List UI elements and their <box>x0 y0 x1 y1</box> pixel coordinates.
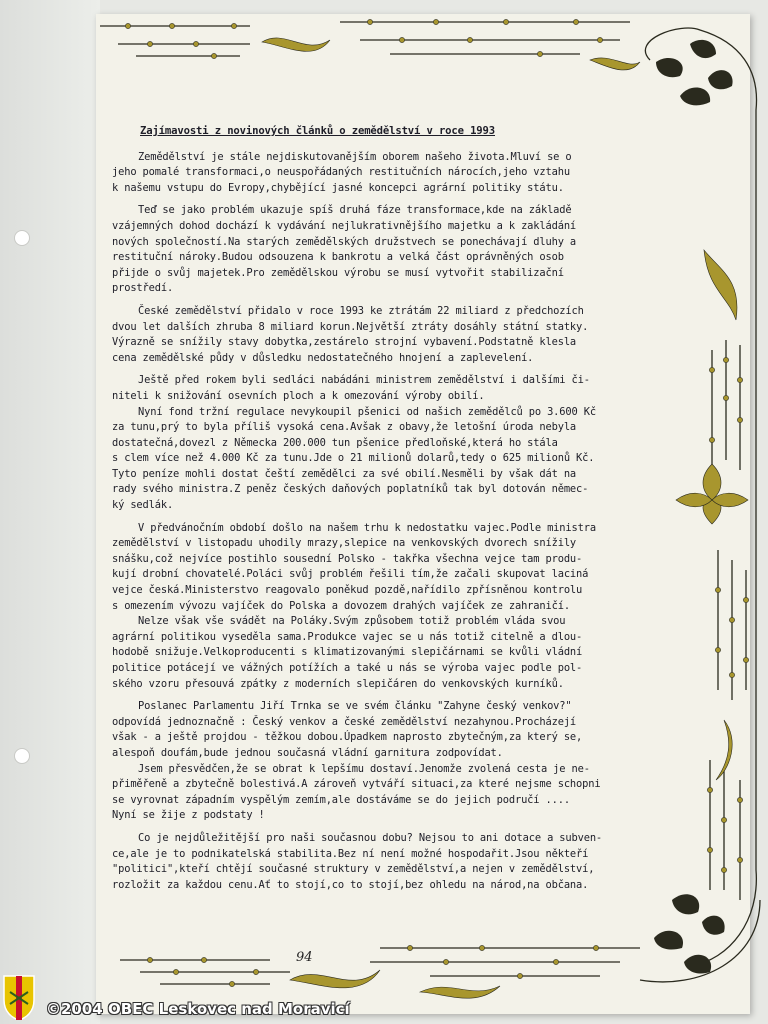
text-line: agrární politikou vyseděla sama.Produkce vajec se u nás totiž citelně a dlou- <box>112 630 583 643</box>
paragraph-gap <box>112 692 652 699</box>
text-line: Teď se jako problém ukazuje spíš druhá fáze transformace,kde na základě <box>138 204 572 217</box>
text-line: za tunu,prý to byla příliš vysoká cena.Avšak z obavy,že letošní úroda nebyla <box>112 421 577 434</box>
footer-watermark <box>0 996 768 1024</box>
text-line: ký sedlák. <box>112 499 174 512</box>
text-line: zemědělství v listopadu uhodily mrazy,slepice na venkovských dvorech snížily <box>112 537 577 550</box>
text-line: Jsem přesvědčen,že se obrat k lepšímu dostaví.Jenomže zvolená cesta je ne- <box>138 762 590 775</box>
text-line: České zemědělství přidalo v roce 1993 ke ztrátám 22 miliard z předchozích <box>138 304 584 317</box>
text-line: prostředí. <box>112 282 174 295</box>
text-line: s clem více než 4.000 Kč za tunu.Jde o 21 milionů dolarů,tedy o 625 milionů Kč. <box>112 452 595 465</box>
text-line: přiměřeně a zbytečně bolestivá.A zároveň vytváří situaci,za které nejsme schopni <box>112 778 601 791</box>
text-line: vejce česká.Ministerstvo reagovalo poněkud pozdě,nařídilo zpřísněnou kontrolu <box>112 584 583 597</box>
text-line: rady svého ministra.Z peněz českých daňových poplatníků tak byl dotován němec- <box>112 483 589 496</box>
text-line: Co je nejdůležitější pro naši současnou dobu? Nejsou to ani dotace a subven- <box>138 831 603 844</box>
text-line: dvou let dalších zhruba 8 miliard korun.Největší ztráty dosáhly státní statky. <box>112 320 589 333</box>
paragraph-gap <box>112 514 652 521</box>
text-line: alespoň doufám,bude jednou současná vládní garnitura zodpovídat. <box>112 746 503 759</box>
text-line: cena zemědělské půdy v důsledku nedostatečného hnojení a zaplevelení. <box>112 351 534 364</box>
text-line: však - a ještě projdou - těžkou dobou.Úpadkem naprosto zbytečným,za který se, <box>112 731 583 744</box>
text-line: Nyní se žije z podstaty ! <box>112 809 265 822</box>
text-line: k našemu vstupu do Evropy,chybějící jasné koncepci agrární politiky státu. <box>112 181 564 194</box>
copyright-text: ©2004 OBEC Leskovec nad Moravicí <box>46 1000 350 1018</box>
text-line: ce,ale je to podnikatelská stabilita.Bez ní není možné hospodařit.Jsou někteří <box>112 847 589 860</box>
text-line: Poslanec Parlamentu Jiří Trnka se ve svém článku "Zahyne český venkov?" <box>138 700 572 713</box>
text-line: niteli k snižování osevních ploch a k omezování výroby obilí. <box>112 389 485 402</box>
text-line: přijde o svůj majetek.Pro zemědělskou výrobu se musí vytvořit stabilizační <box>112 266 564 279</box>
page-number: 94 <box>296 950 313 965</box>
text-line: jeho pomalé transformaci,o neuspořádaných restitučních nárocích,jeho vztahu <box>112 166 570 179</box>
text-line: restituční nároky.Budou odsouzena k bankrotu a velká část oprávněných osob <box>112 251 564 264</box>
text-line: Nelze však vše svádět na Poláky.Svým způsobem totiž problém vláda svou <box>138 615 566 628</box>
paragraph-gap <box>112 196 652 203</box>
text-line: Tyto peníze mohli dostat čeští zemědělci za své obilí.Nesměli by však dát na <box>112 467 577 480</box>
text-line: nových společností.Na starých zemědělských družstvech se ponechávají dluhy a <box>112 235 577 248</box>
text-line: politice potácejí ve vážných potížích a také u nás se výroba vajec podle pol- <box>112 662 583 674</box>
text-line: V předvánočním období došlo na našem trhu k nedostatku vajec.Podle ministra <box>138 521 596 534</box>
text-line: hodobě snižuje.Velkoproducenti s klimatizovanými slepičárnami se kvůli vládní <box>112 646 583 659</box>
text-line: rozložit za každou cenu.Ať to stojí,co to stojí,bez ohledu na národ,na občana. <box>112 878 589 891</box>
text-line: Nyní fond tržní regulace nevykoupil pšenici od našich zemědělců po 3.600 Kč <box>138 405 596 418</box>
document-text <box>112 118 652 893</box>
paragraph-gap <box>112 824 652 831</box>
text-line: Výrazně se snížily stavy dobytka,zestárelo strojní vybavení.Podstatně klesla <box>112 336 577 349</box>
text-line: snášku,což nejvíce postihlo sousední Polsko - takřka všechna vejce tam produ- <box>112 552 583 565</box>
text-line: odpovídá jednoznačně : Český venkov a české zemědělství nezahynou.Procházejí <box>112 715 577 728</box>
document-title: Zajímavosti z novinových článků o zemědělství v roce 1993 <box>140 125 495 137</box>
text-line: vzájemných dohod dochází k vydávání nejlukrativnějšího majetku a k zakládání <box>112 219 577 232</box>
text-line: Ještě před rokem byli sedláci nabádáni ministrem zemědělství i dalšími či- <box>138 374 590 387</box>
text-line: "politici",kteří chtějí současné struktury v zemědělství,a nejen v zemědělství, <box>112 863 595 876</box>
paragraph-gap <box>112 297 652 304</box>
text-line: ského vzoru přesouvá zpátky z moderních slepičáren do venkovských kurníků. <box>112 677 564 690</box>
text-line: s omezením vývozu vajíček do Polska a dovozem drahých vajíček ze zahraničí. <box>112 599 570 612</box>
text-line: kují drobní chovatelé.Poláci svůj problém řešili tím,že začali skupovat laciná <box>112 568 589 581</box>
coat-of-arms-icon <box>2 974 36 1020</box>
text-line: Zemědělství je stále nejdiskutovanějším oborem našeho života.Mluví se o <box>138 150 572 163</box>
paragraph-gap <box>112 366 652 373</box>
text-line: dostatečná,dovezl z Německa 200.000 tun pšenice předloňské,která ho stála <box>112 436 558 449</box>
text-line: se vyrovnat západním vyspělým zemím,ale dostáváme se do jejich područí .... <box>112 793 570 806</box>
